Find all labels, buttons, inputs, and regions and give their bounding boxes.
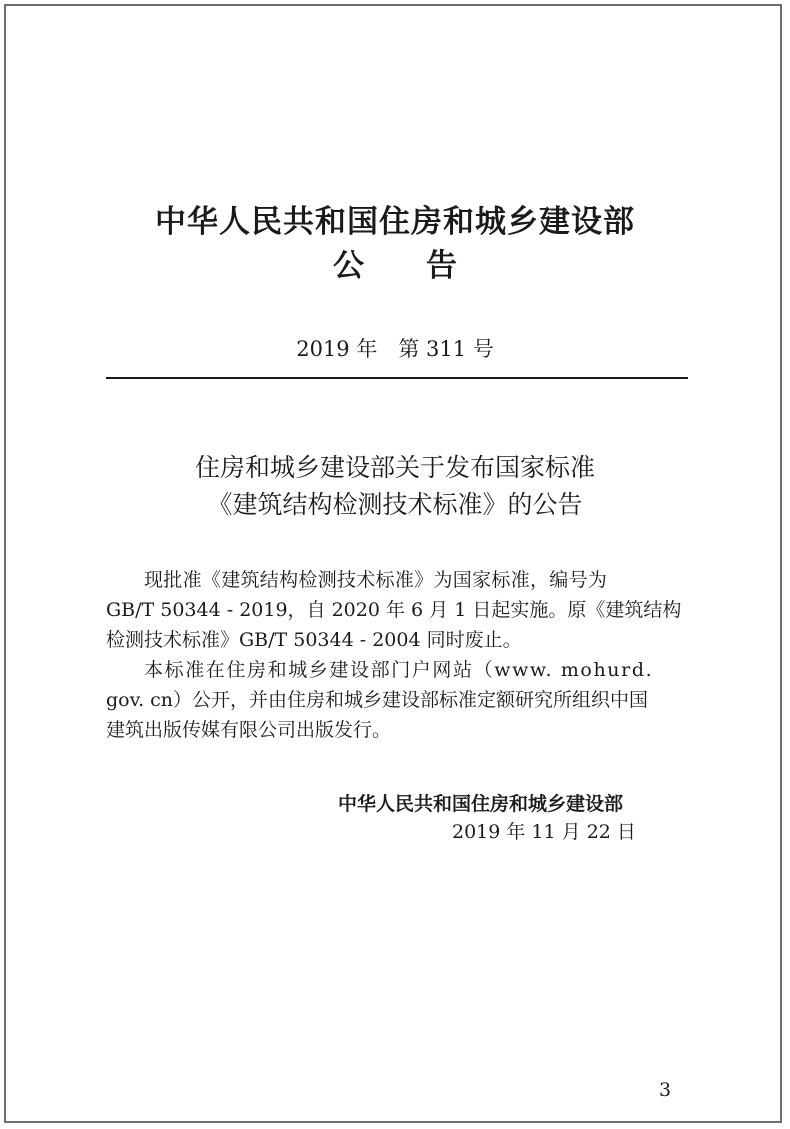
body-paragraph-line: 现批准《建筑结构检测技术标准》为国家标准，编号为 bbox=[144, 569, 608, 591]
announcement-heading-line: 住房和城乡建设部关于发布国家标准 bbox=[194, 453, 595, 482]
page-frame bbox=[4, 4, 782, 1123]
body-paragraph-line: 检测技术标准》GB/T 50344 - 2004 同时废止。 bbox=[106, 629, 522, 651]
body-paragraph-line: 建筑出版传媒有限公司出版发行。 bbox=[106, 719, 392, 741]
body-paragraph-line: 本标准在住房和城乡建设部门户网站（www. mohurd. bbox=[144, 659, 654, 681]
signing-date: 2019 年 11 月 22 日 bbox=[452, 821, 636, 843]
body-paragraph-line: GB/T 50344 - 2019，自 2020 年 6 月 1 日起实施。原《建筑结构 bbox=[106, 599, 682, 621]
document-type-char: 告 bbox=[426, 248, 457, 284]
issuer-title: 中华人民共和国住房和城乡建设部 bbox=[155, 204, 635, 240]
header-divider bbox=[106, 377, 688, 379]
body-paragraph-line: gov. cn）公开，并由住房和城乡建设部标准定额研究所组织中国 bbox=[106, 689, 649, 711]
document-type-char: 公 bbox=[333, 248, 364, 284]
page-number: 3 bbox=[658, 1079, 672, 1101]
announcement-heading-line: 《建筑结构检测技术标准》的公告 bbox=[207, 490, 583, 519]
document-number: 2019 年 第 311 号 bbox=[296, 337, 494, 361]
signing-authority: 中华人民共和国住房和城乡建设部 bbox=[338, 793, 624, 815]
document-type bbox=[0, 246, 790, 286]
